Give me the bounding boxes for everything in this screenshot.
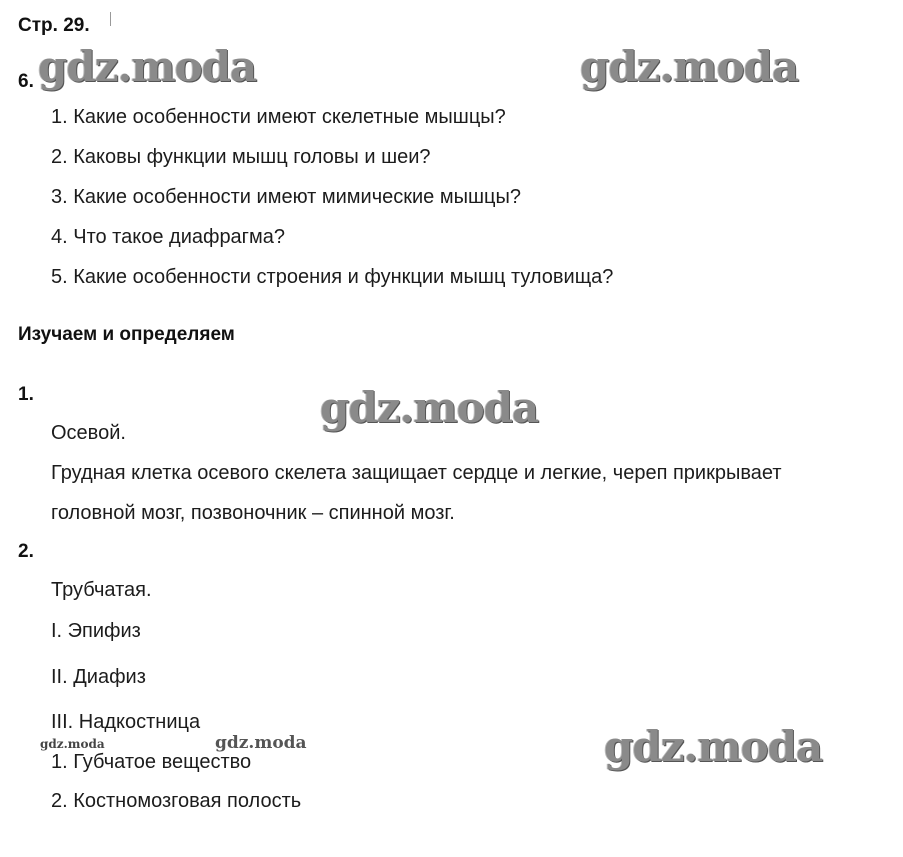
answer-2-line: Трубчатая. <box>51 579 152 601</box>
answer-2-line: II. Диафиз <box>51 666 146 688</box>
watermark-small-2: gdz.moda <box>215 733 307 753</box>
answer-1-line: Осевой. <box>51 422 126 444</box>
watermark-logo-2: gdz.moda <box>580 42 799 91</box>
watermark-logo-4: gdz.moda <box>604 722 823 771</box>
watermark-logo-3: gdz.moda <box>320 383 539 432</box>
task-number: 6. <box>18 71 34 92</box>
answer-2-line: 2. Костномозговая полость <box>51 790 302 812</box>
answer-2-line: I. Эпифиз <box>51 620 141 642</box>
page-number-label: Стр. 29. <box>18 15 90 36</box>
answer-2-line: 1. Губчатое вещество <box>51 751 252 773</box>
answer-1-line: Грудная клетка осевого скелета защищает сердце и легкие, череп прикрывает <box>51 462 782 484</box>
answer-2-line: III. Надкостница <box>51 711 201 733</box>
answer-1-line: головной мозг, позвоночник – спинной мозг. <box>51 502 455 524</box>
watermark-small-1: gdz.moda <box>40 737 105 751</box>
answer-2-number: 2. <box>18 541 34 562</box>
question-1: 1. Какие особенности имеют скелетные мышцы? <box>51 106 506 128</box>
question-3: 3. Какие особенности имеют мимические мышцы? <box>51 186 521 208</box>
question-2: 2. Каковы функции мышц головы и шеи? <box>51 146 431 168</box>
watermark-logo-1: gdz.moda <box>38 42 257 91</box>
page-marker <box>110 12 111 26</box>
section-title: Изучаем и определяем <box>18 324 235 345</box>
question-4: 4. Что такое диафрагма? <box>51 226 285 248</box>
answer-1-number: 1. <box>18 384 34 405</box>
question-5: 5. Какие особенности строения и функции мышц туловища? <box>51 266 614 288</box>
